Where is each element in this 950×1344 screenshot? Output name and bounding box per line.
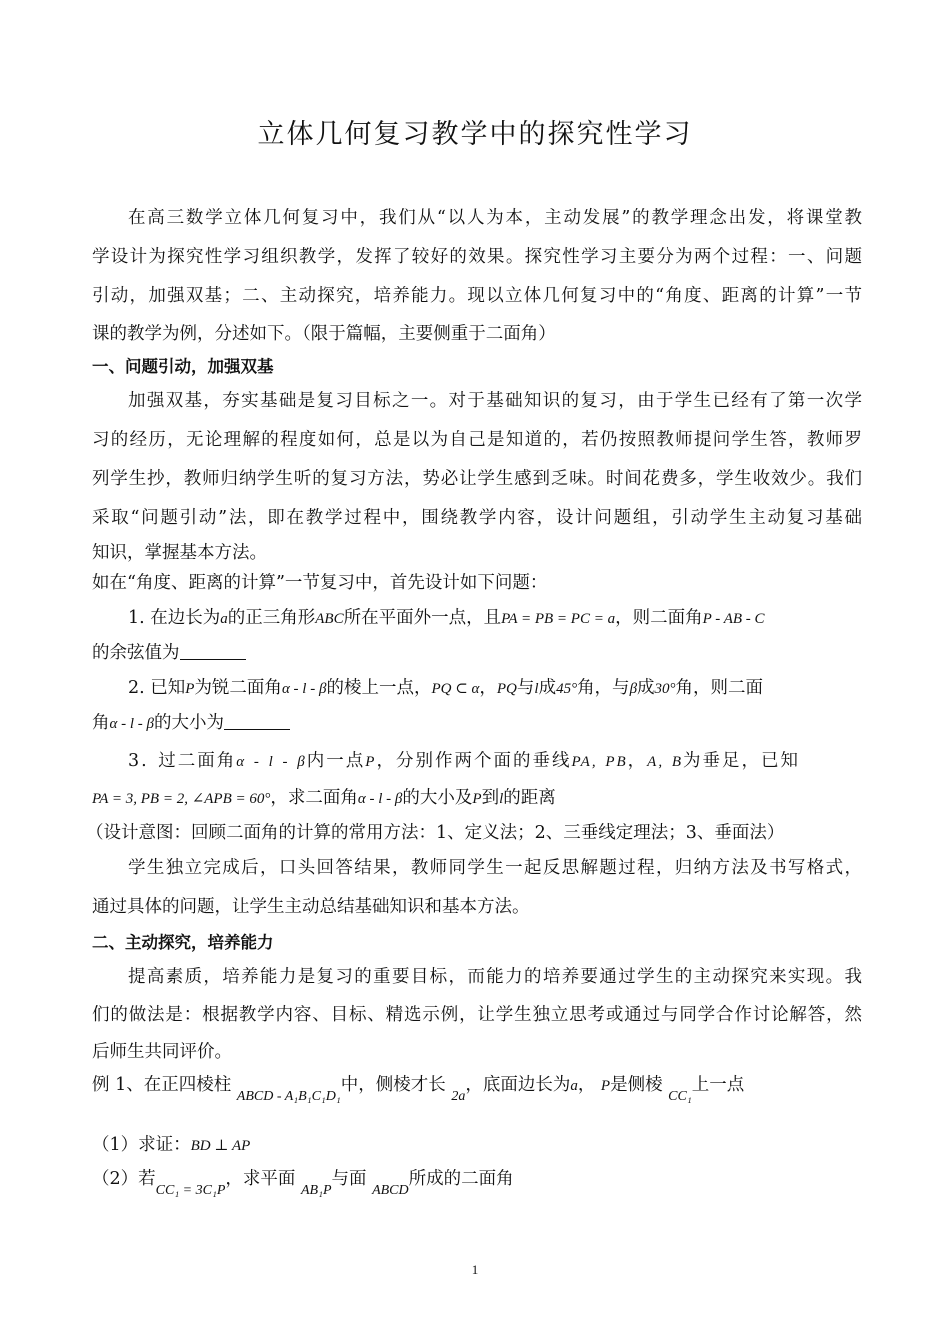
math-given-values: PA = 3, PB = 2, ∠APB = 60°	[92, 791, 271, 807]
page-number: 1	[471, 1262, 479, 1277]
q2-text: 成	[637, 678, 655, 698]
ex1-text: ，	[577, 1075, 596, 1095]
q3-text: 的大小及	[402, 788, 473, 808]
part1-text: （1）求证：	[92, 1135, 191, 1155]
math-p: P	[600, 1078, 611, 1094]
math-ratio: CC₁ = 3C₁P	[155, 1183, 226, 1198]
question-2	[128, 676, 862, 701]
math-dihedral: α - l - β	[109, 716, 155, 732]
q2-text: 为锐二面角	[194, 678, 282, 698]
math-30: 30°	[654, 681, 676, 697]
math-45: 45°	[556, 681, 578, 697]
q1-text: 所在平面外一点，且	[343, 608, 502, 628]
q1-text: 的正三角形	[227, 608, 316, 628]
math-pq: PQ	[496, 681, 517, 697]
q3-text: 到	[481, 788, 500, 808]
design-intent: （设计意图：回顾二面角的计算的常用方法：1、定义法；2、三垂线定理法；3、垂面法）	[86, 823, 785, 843]
q2-text: 角，与	[577, 678, 630, 698]
q1-text: ，则二面角	[615, 608, 703, 628]
math-cc1: CC₁	[668, 1089, 692, 1104]
q2-text: 角，则二面	[675, 678, 764, 698]
answer-blank[interactable]	[224, 711, 290, 730]
math-p: P	[472, 791, 482, 807]
s1-p2: 如在“角度、距离的计算”一节复习中，首先设计如下问题：	[92, 573, 548, 593]
part-1	[92, 1133, 862, 1158]
q3-text: ，求二面角	[270, 788, 358, 808]
question-2-line-2	[92, 711, 862, 736]
math-l: l	[499, 791, 504, 807]
question-3-line-2	[92, 786, 862, 811]
math-dihedral-angle: P - AB - C	[702, 611, 765, 627]
part2-text: 所成的二面角	[408, 1169, 514, 1189]
math-p: P	[185, 681, 195, 697]
q3-text: 为垂足，已知	[683, 751, 800, 771]
intro-line-4: 课的教学为例，分述如下。（限于篇幅，主要侧重于二面角）	[92, 324, 556, 344]
part-2	[92, 1167, 862, 1198]
q3-text: 的距离	[503, 788, 556, 808]
ex1-text: 是侧棱	[610, 1075, 663, 1095]
s1-p1-line-4: 采取“问题引动”法，即在教学过程中，围绕教学内容，设计问题组，引动学生主动复习基础	[92, 508, 862, 528]
part2-text: 与面	[331, 1169, 367, 1189]
q2-text: 2. 已知	[128, 678, 186, 698]
q2-text: 角	[92, 713, 110, 733]
s1-p3-line-1: 学生独立完成后，口头回答结果，教师同学生一起反思解题过程，归纳方法及书写格式，	[128, 858, 862, 878]
ex1-text: ，底面边长为	[465, 1075, 571, 1095]
question-1-line-2	[92, 641, 862, 665]
math-dihedral: α - l - β	[281, 681, 327, 697]
s1-p1-line-3: 列学生抄，教师归纳学生听的复习方法，势必让学生感到乏味。时间花费多，学生收效少。我们	[92, 469, 862, 489]
s2-p1-line-1: 提高素质，培养能力是复习的重要目标，而能力的培养要通过学生的主动探究来实现。我	[128, 967, 862, 987]
q2-text: 的棱上一点，	[326, 678, 432, 698]
math-triangle: ABC	[315, 611, 344, 627]
intro-line-1: 在高三数学立体几何复习中，我们从“以人为本，主动发展”的教学理念出发，将课堂教	[128, 208, 862, 228]
part2-text: ，求平面	[225, 1169, 296, 1189]
page-title: 立体几何复习教学中的探究性学习	[257, 119, 693, 150]
q2-text: 成	[538, 678, 557, 698]
math-dihedral: α - l - β	[236, 754, 307, 770]
math-beta: β	[629, 681, 638, 697]
q1-text: 1. 在边长为	[128, 608, 221, 628]
q1-text: 的余弦值为	[92, 643, 180, 663]
s2-p1-line-3: 后师生共同评价。	[92, 1042, 232, 1062]
math-p: P	[365, 754, 377, 770]
ex1-text: 上一点	[691, 1075, 745, 1095]
intro-line-2: 学设计为探究性学习组织教学，发挥了较好的效果。探究性学习主要分为两个过程：一、问题	[92, 247, 862, 267]
math-2a: 2a	[451, 1089, 466, 1104]
math-l: l	[534, 681, 539, 697]
math-dihedral: α - l - β	[357, 791, 403, 807]
answer-blank[interactable]	[180, 641, 246, 660]
q2-text: ，	[479, 678, 497, 698]
part2-text: （2）若	[92, 1169, 156, 1189]
math-a-b: A, B	[647, 754, 683, 770]
q3-text: ，	[627, 751, 648, 771]
math-pa-pb: PA, PB	[571, 754, 628, 770]
ex1-text: 中，侧棱才长	[340, 1075, 446, 1095]
q3-text: ，分别作两个面的垂线	[376, 751, 572, 771]
math-equal-edges: PA = PB = PC = a	[501, 611, 616, 627]
math-plane-abcd: ABCD	[372, 1183, 409, 1198]
q2-text: 与	[516, 678, 535, 698]
q3-text: 3. 过二面角	[128, 751, 237, 771]
question-1	[128, 606, 862, 631]
math-pq-subset: PQ ⊂ α	[431, 681, 480, 697]
math-prism: ABCD - A₁B₁C₁D₁	[236, 1089, 341, 1104]
s1-p1-line-2: 习的经历，无论理解的程度如何，总是以为自己是知道的，若仍按照教师提问学生答，教师罗	[92, 430, 862, 450]
example-1	[92, 1073, 862, 1104]
s1-p1-line-5: 知识，掌握基本方法。	[92, 543, 267, 563]
s1-p1-line-1: 加强双基，夯实基础是复习目标之一。对于基础知识的复习，由于学生已经有了第一次学	[128, 391, 862, 411]
intro-line-3: 引动，加强双基；二、主动探究，培养能力。现以立体几何复习中的“角度、距离的计算”一节	[92, 286, 862, 306]
q2-text: 的大小为	[154, 713, 225, 733]
s2-p1-line-2: 们的做法是：根据教学内容、目标、精选示例，让学生独立思考或通过与同学合作讨论解答，然	[92, 1005, 862, 1025]
ex1-text: 例 1、在正四棱柱	[92, 1075, 232, 1095]
question-3	[128, 749, 862, 774]
math-a: a	[570, 1078, 578, 1094]
s1-p3-line-2: 通过具体的问题，让学生主动总结基础知识和基本方法。	[92, 897, 530, 917]
math-perpendicular: BD ⊥ AP	[190, 1138, 251, 1154]
math-plane-ab1p: AB₁P	[300, 1183, 332, 1198]
q3-text: 内一点	[306, 751, 366, 771]
section-1-heading: 一、问题引动，加强双基	[92, 357, 274, 376]
math-a: a	[220, 611, 228, 627]
section-2-heading: 二、主动探究，培养能力	[92, 933, 274, 952]
